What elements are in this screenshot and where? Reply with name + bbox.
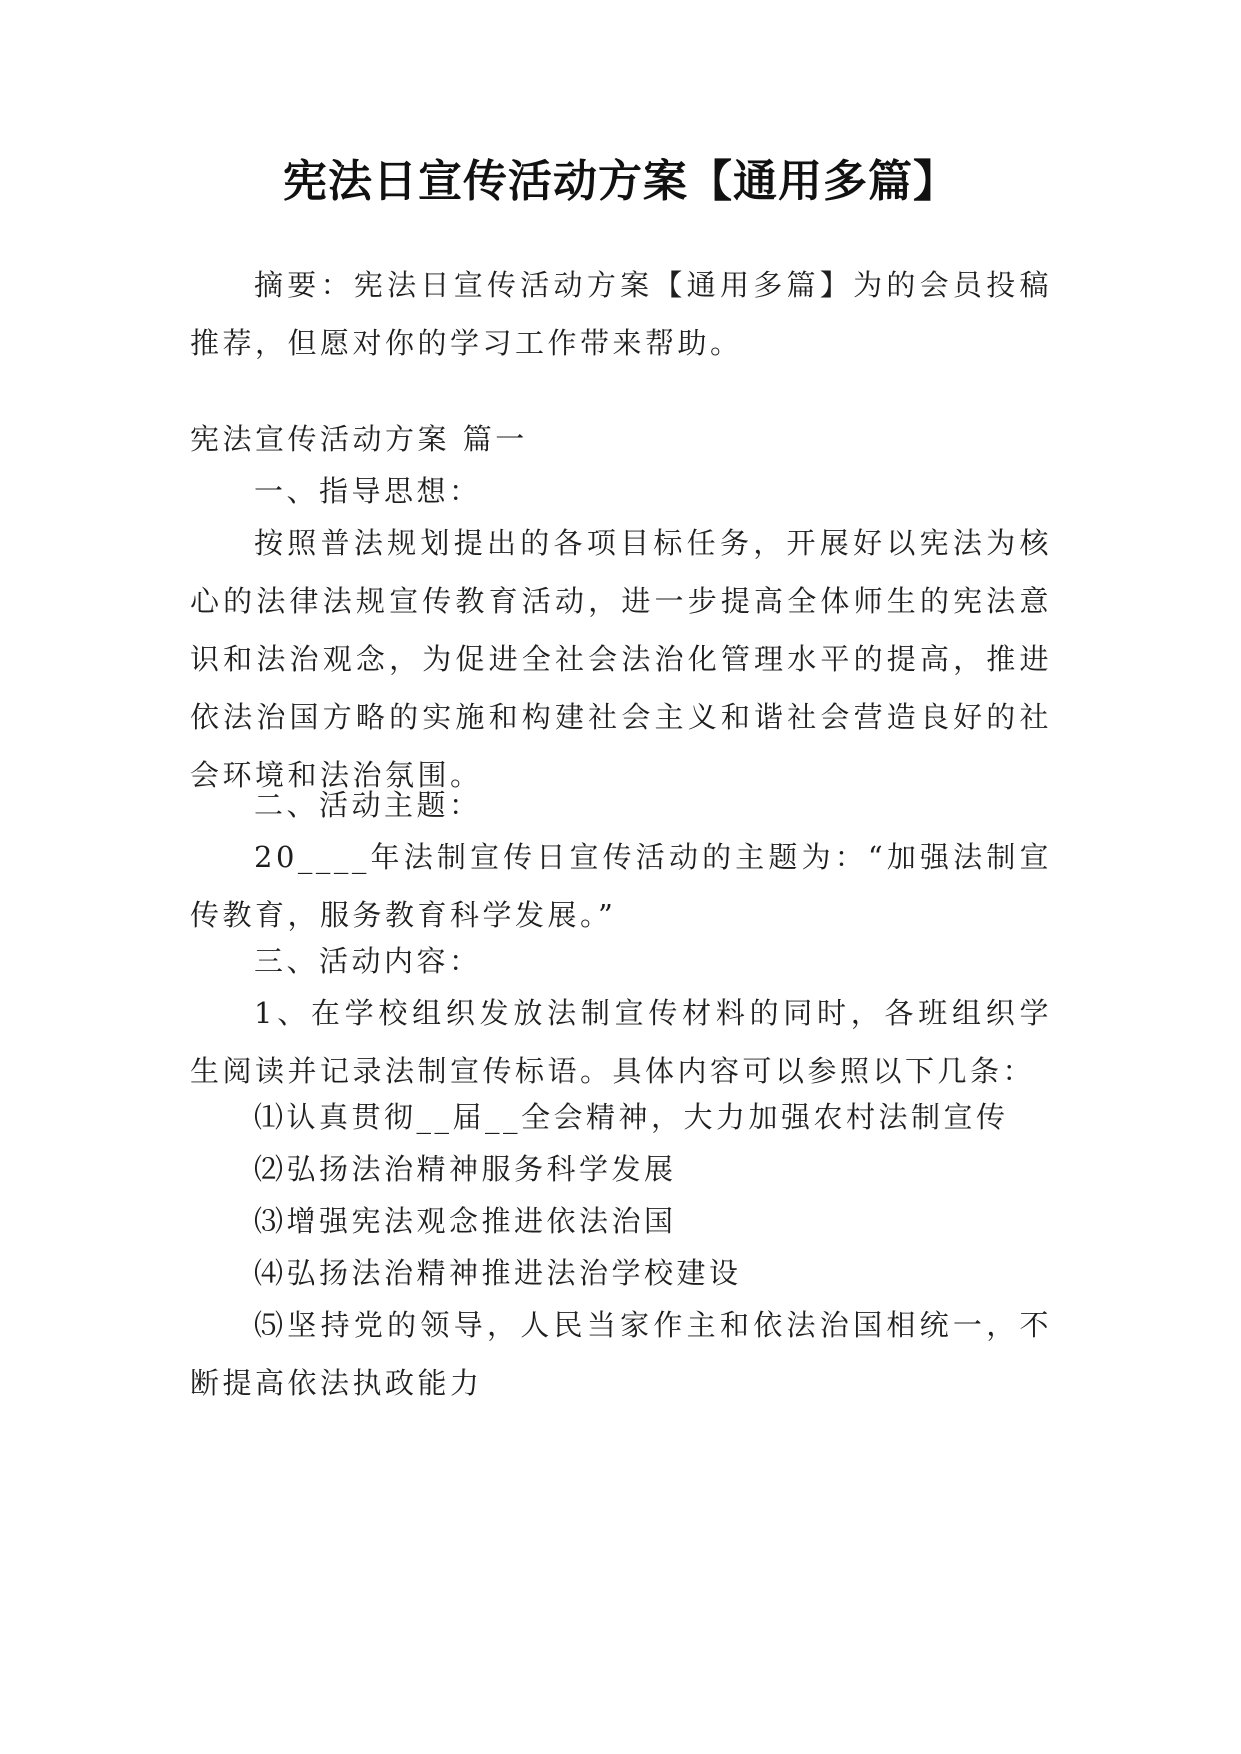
section-heading: 宪法宣传活动方案 篇一 (190, 422, 528, 456)
slogan-item: ⑷弘扬法治精神推进法治学校建设 (254, 1256, 742, 1290)
slogan-item: ⑴认真贯彻__届__全会精神，大力加强农村法制宣传 (254, 1100, 1009, 1134)
abstract-paragraph: 摘要：宪法日宣传活动方案【通用多篇】为的会员投稿推荐，但愿对你的学习工作带来帮助。 (190, 268, 1052, 360)
heading-activity-theme: 二、活动主题： (254, 788, 482, 822)
slogan-item: ⑵弘扬法治精神服务科学发展 (254, 1152, 677, 1186)
slogan-item: ⑶增强宪法观念推进依法治国 (254, 1204, 677, 1238)
paragraph-activity-content: 1、在学校组织发放法制宣传材料的同时，各班组织学生阅读并记录法制宣传标语。具体内容可以参照以下几条： (190, 996, 1052, 1088)
paragraph-activity-theme: 20____年法制宣传日宣传活动的主题为：“加强法制宣传教育，服务教育科学发展。” (190, 840, 1052, 932)
heading-guiding-ideology: 一、指导思想： (254, 474, 482, 508)
document-title: 宪法日宣传活动方案【通用多篇】 (283, 156, 958, 207)
heading-activity-content: 三、活动内容： (254, 944, 482, 978)
paragraph-guiding-ideology: 按照普法规划提出的各项目标任务，开展好以宪法为核心的法律法规宣传教育活动，进一步提高全体师生的宪法意识和法治观念，为促进全社会法治化管理水平的提高，推进依法治国方略的实施和构建社会主义和谐社会营造良好的社会环境和法治氛围。 (190, 526, 1052, 792)
slogan-item: ⑸坚持党的领导，人民当家作主和依法治国相统一，不断提高依法执政能力 (190, 1308, 1052, 1400)
